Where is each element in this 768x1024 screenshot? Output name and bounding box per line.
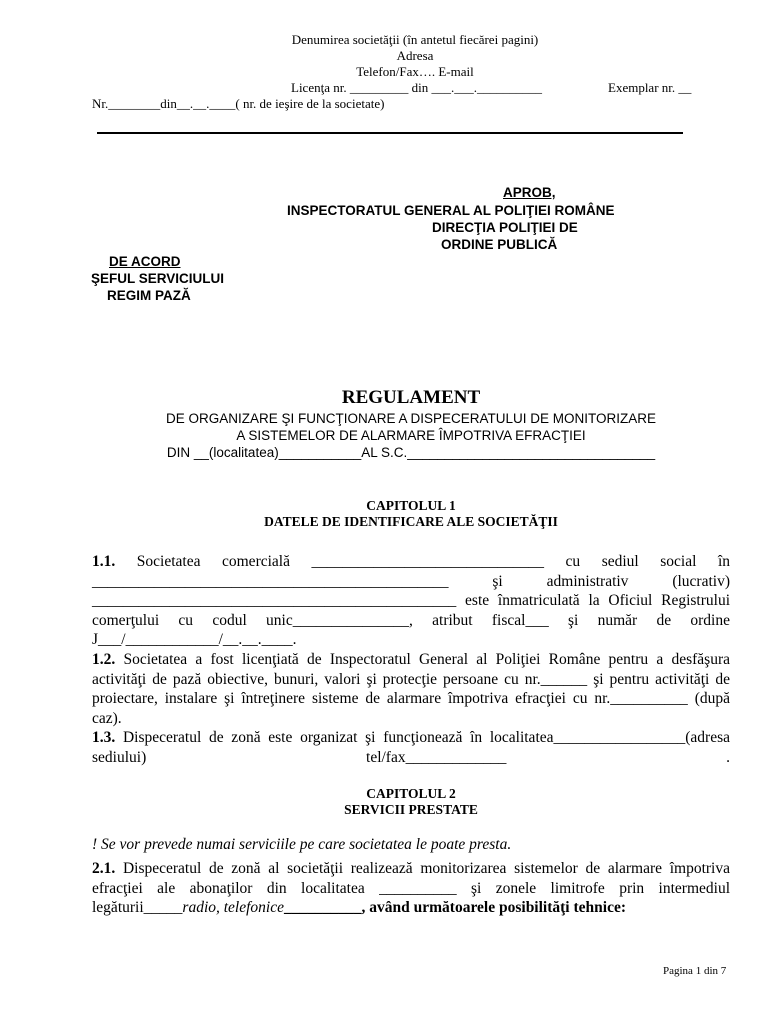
paragraph-1-3 [92,728,730,767]
paragraph-1-3-number: 1.3. [92,729,116,746]
header-company-name: Denumirea societăţii (în antetul fiecărei pagini) [291,32,539,47]
approval-line1: INSPECTORATUL GENERAL AL POLIŢIEI ROMÂNE [287,203,615,218]
approval-title: APROB, [503,185,556,200]
paragraph-2-1-text-a: Dispeceratul de zonă al societăţii realizează monitorizarea sistemelor de alarmare împotriva efracţiei ale abonaţilor din localitatea __________ şi zonele limitrofe prin intermediul legăturii_____ [92,860,730,916]
approval-line2: DIRECŢIA POLIŢIEI DE [432,220,578,235]
chapter1-number: CAPITOLUL 1 [366,498,456,513]
chapter2-title: SERVICII PRESTATE [344,802,478,817]
paragraph-1-2-text: Societatea a fost licenţiată de Inspectoratul General al Poliţiei Române pentru a desfăşura activităţi de pază obiective, bunuri, valori şi protecţie persoane cu nr.______ şi pentru activităţi de proiectare, instalare şi întreţinere sisteme de alarmare împotriva efracţiei cu nr.__________ (după caz). [92,651,730,727]
chapter2-note: ! Se vor prevede numai serviciile pe care societatea le poate presta. [92,836,512,853]
paragraph-2-1-text-b: __________, având următoarele posibilităţi tehnice: [284,899,626,916]
paragraph-2-1-italic: radio, telefonice [182,899,284,916]
agreement-title: DE ACORD [109,254,181,269]
paragraph-1-2-number: 1.2. [92,651,116,668]
chapter2-number: CAPITOLUL 2 [366,786,456,801]
document-title: REGULAMENT [341,387,481,408]
chapter1-title: DATELE DE IDENTIFICARE ALE SOCIETĂŢII [264,514,558,529]
paragraph-2-1-number: 2.1. [92,860,116,877]
header-contact: Telefon/Fax…. E-mail [356,64,474,79]
paragraph-1-1-text: Societatea comercială ______________________________ cu sediul social în ______________________________________________ şi administrativ (lucrativ) _______________________________________________ este înmatriculată la Oficiul Registrului comerţului cu codul unic_______________, atribut fiscal___ şi număr de ordine J___/____________/__.__.____. [92,553,730,648]
paragraph-2-1 [92,859,730,918]
header-license: Licenţa nr. _________ din ___.___.__________ [291,80,542,95]
document-subtitle-line3: DIN __(localitatea)___________AL S.C._________________________________ [166,445,656,460]
paragraph-1-1 [92,552,730,650]
header-copy-number: Exemplar nr. __ [608,80,692,95]
header-address: Adresa [396,48,434,63]
paragraph-1-3-text: Dispeceratul de zonă este organizat şi funcţionează în localitatea_________________(adresa sediului) tel/fax_____________ . [92,729,730,766]
page-number: Pagina 1 din 7 [663,965,727,977]
header-rule [97,132,683,134]
paragraph-1-1-number: 1.1. [92,553,116,570]
approval-line3: ORDINE PUBLICĂ [441,237,558,252]
header-registration-number: Nr.________din__.__.____( nr. de ieşire de la societate) [92,96,385,111]
document-subtitle-line2: A SISTEMELOR DE ALARMARE ÎMPOTRIVA EFRACŢIEI [236,428,586,443]
paragraph-1-2 [92,650,730,728]
agreement-line2: REGIM PAZĂ [107,288,191,303]
document-subtitle-line1: DE ORGANIZARE ŞI FUNCŢIONARE A DISPECERATULUI DE MONITORIZARE [165,411,657,426]
agreement-line1: ŞEFUL SERVICIULUI [91,271,225,286]
